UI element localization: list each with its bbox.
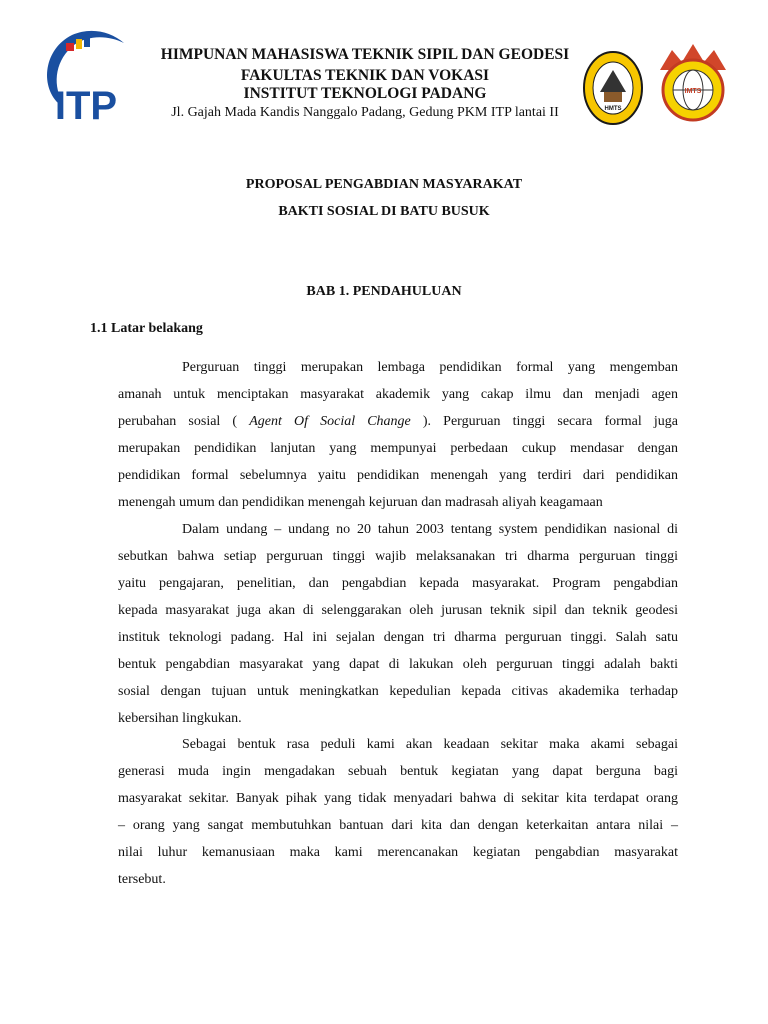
itp-logo-text: ITP [54, 84, 118, 125]
section-heading: 1.1 Latar belakang [90, 321, 203, 336]
paragraph-line: tersebut. [118, 872, 166, 887]
paragraph-2 [118, 516, 678, 732]
text-span: ). Perguruan tinggi secara formal juga [410, 414, 678, 429]
org-name: HIMPUNAN MAHASISWA TEKNIK SIPIL DAN GEODESI [160, 46, 570, 63]
paragraph-line: generasi muda ingin mengadakan sebuah bentuk kegiatan yang dapat berguna bagi [118, 764, 678, 779]
text-span: perubahan sosial ( [118, 414, 250, 429]
paragraph-line: Dalam undang – undang no 20 tahun 2003 tentang system pendidikan nasional di [182, 522, 678, 537]
paragraph-line: yaitu pengajaran, penelitian, dan pengabdian kepada masyarakat. Program pengabdian [118, 576, 678, 591]
proposal-subtitle: BAKTI SOSIAL DI BATU BUSUK [278, 204, 490, 219]
italic-phrase: Agent Of Social Change [249, 414, 411, 429]
paragraph-line: sebutkan bahwa setiap perguruan tinggi wajib melaksanakan tri dharma perguruan tinggi [118, 549, 678, 564]
imts-logo-text: IMTS [684, 88, 702, 95]
address: Jl. Gajah Mada Kandis Nanggalo Padang, Gedung PKM ITP lantai II [171, 105, 559, 120]
paragraph-line: Perguruan tinggi merupakan lembaga pendidikan formal yang mengemban [182, 360, 678, 375]
paragraph-line: masyarakat sekitar. Banyak pihak yang tidak menyadari bahwa di sekitar kita terdapat orang [118, 791, 678, 806]
paragraph-line: pendidikan formal sebelumnya yaitu pendidikan menengah yang terdiri dari pendidikan [118, 468, 678, 483]
paragraph-line: bentuk pengabdian masyarakat yang dapat di lakukan oleh perguruan tinggi adalah bakti [118, 657, 678, 672]
paragraph-line: instituk teknologi padang. Hal ini sejalan dengan tri dharma perguruan tinggi. Salah satu [118, 630, 678, 645]
paragraph-line: kebersihan lingkukan. [118, 711, 242, 726]
paragraph-line: sosial dengan tujuan untuk meningkatkan kepedulian kepada citivas akademika terhadap [118, 684, 678, 699]
paragraph-3 [118, 731, 678, 893]
proposal-title: PROPOSAL PENGABDIAN MASYARAKAT [245, 177, 523, 192]
itp-logo [38, 25, 130, 125]
paragraph-line: – orang yang sangat membutuhkan bantuan dari kita dan dengan keterkaitan antara nilai – [118, 818, 678, 833]
imts-logo [650, 40, 736, 126]
paragraph-line: Sebagai bentuk rasa peduli kami akan keadaan sekitar maka akami sebagai [182, 737, 678, 752]
chapter-heading: BAB 1. PENDAHULUAN [306, 284, 462, 299]
paragraph-line: menengah umum dan pendidikan menengah kejuruan dan madrasah aliyah keagamaan [118, 495, 603, 510]
paragraph-line [118, 408, 678, 435]
paragraph-line: merupakan pendidikan lanjutan yang mempunyai perbedaan cukup mendasar dengan [118, 441, 678, 456]
institute-name: INSTITUT TEKNOLOGI PADANG [243, 85, 487, 102]
paragraph-line: amanah untuk menciptakan masyarakat akademik yang cakap ilmu dan menjadi agen [118, 387, 678, 402]
paragraph-line: nilai luhur kemanusiaan maka kami merencanakan kegiatan pengabdian masyarakat [118, 845, 678, 860]
faculty-name: FAKULTAS TEKNIK DAN VOKASI [240, 67, 490, 84]
paragraph-line: kepada masyarakat juga akan di selenggarakan oleh jurusan teknik sipil dan teknik geodesi [118, 603, 678, 618]
paragraph-1 [118, 354, 678, 516]
hmts-logo-text: HMTS [604, 106, 622, 112]
